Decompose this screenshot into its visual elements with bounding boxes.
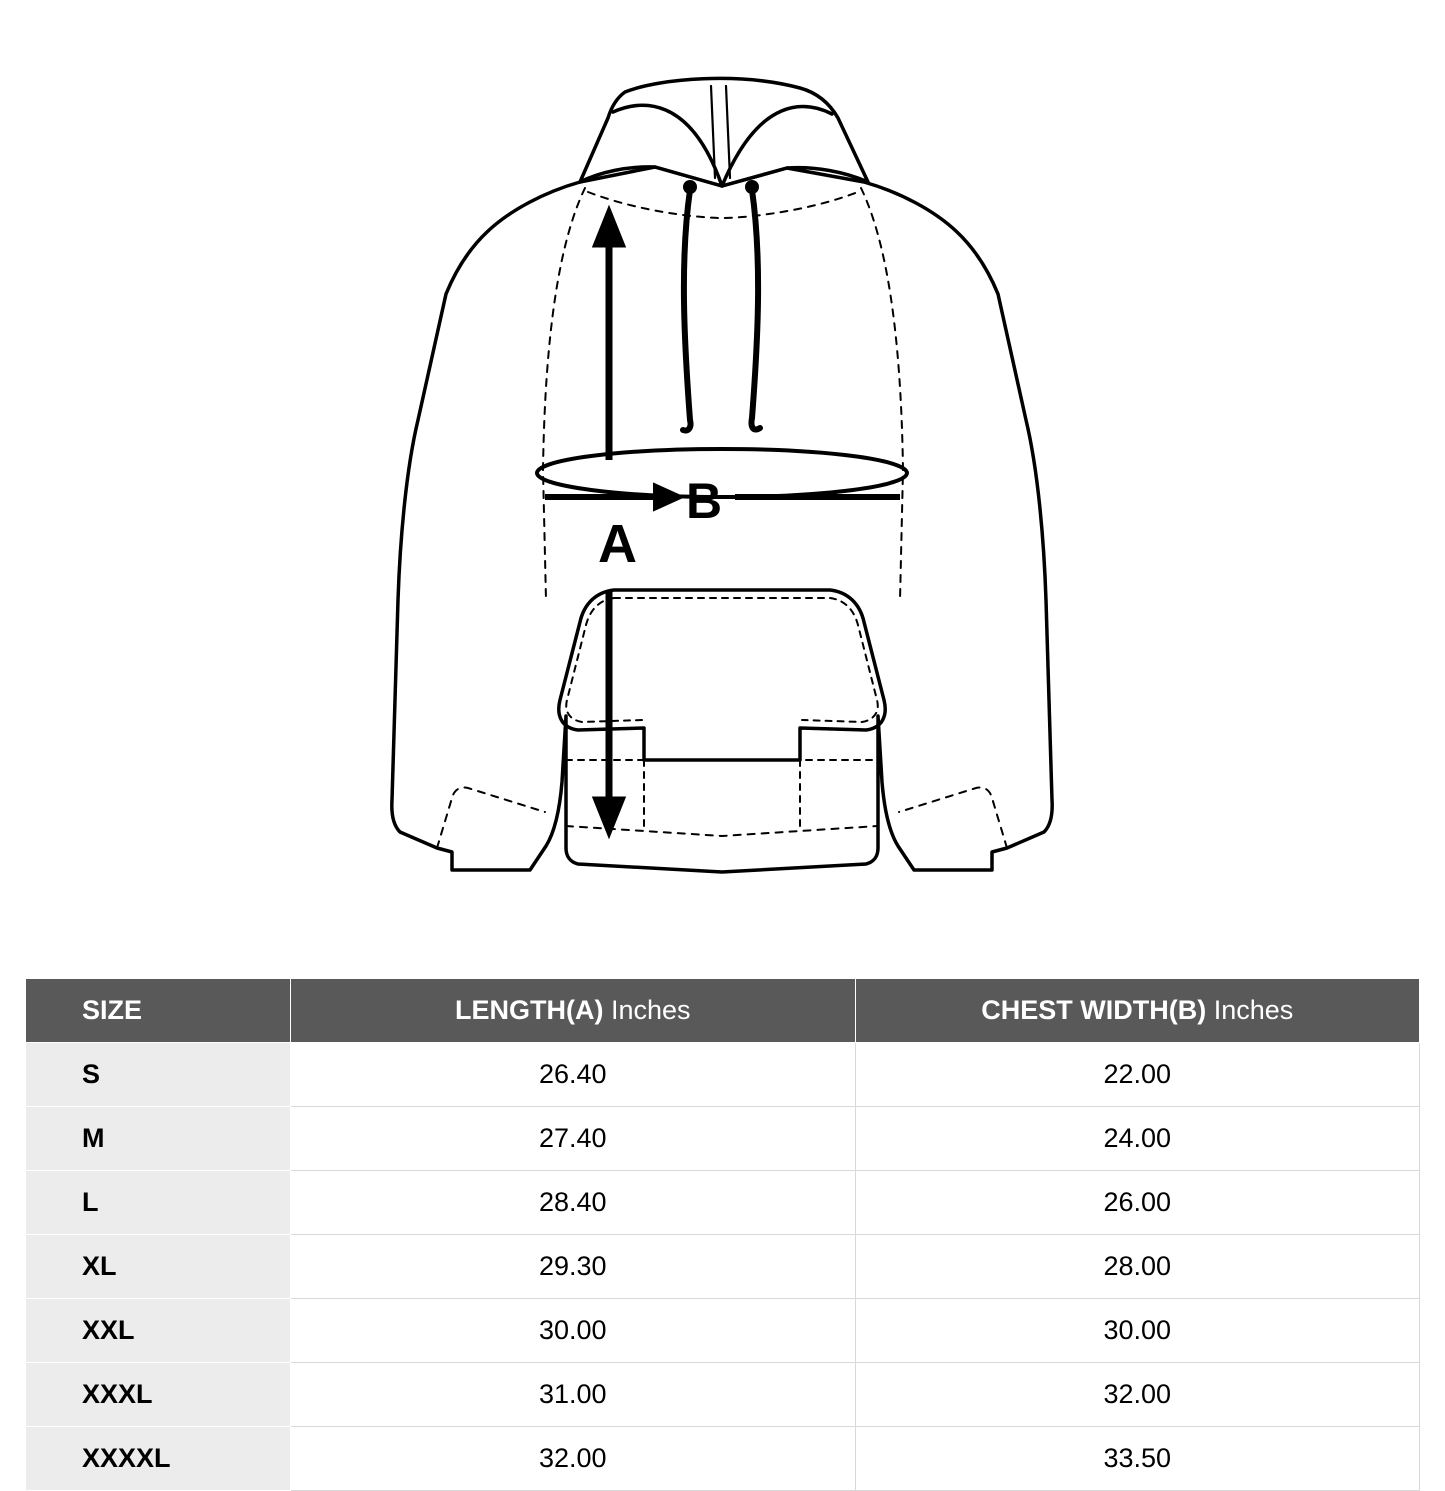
cell-length: 27.40 <box>291 1107 856 1171</box>
table-row <box>26 1427 1420 1491</box>
label-length-a: A <box>598 514 637 574</box>
table-row <box>26 1043 1420 1107</box>
table-header-row <box>26 979 1420 1043</box>
cell-chest: 24.00 <box>855 1107 1420 1171</box>
cell-chest: 30.00 <box>855 1299 1420 1363</box>
cell-size: M <box>26 1107 291 1171</box>
cell-length: 32.00 <box>291 1427 856 1491</box>
column-header-chest-main: CHEST WIDTH(B) <box>981 995 1207 1025</box>
label-chest-b: B <box>686 473 723 529</box>
cell-size: S <box>26 1043 291 1107</box>
table-body <box>26 1043 1420 1491</box>
column-header-length-main: LENGTH(A) <box>454 995 604 1025</box>
size-table-container <box>25 978 1420 1491</box>
table-row <box>26 1299 1420 1363</box>
column-header-length <box>291 979 856 1043</box>
column-header-size: SIZE <box>26 979 291 1043</box>
column-header-length-unit: Inches <box>603 995 691 1025</box>
column-header-chest <box>855 979 1420 1043</box>
cell-size: XXXXL <box>26 1427 291 1491</box>
table-row <box>26 1107 1420 1171</box>
table-row <box>26 1235 1420 1299</box>
cell-size: XXL <box>26 1299 291 1363</box>
cell-length: 28.40 <box>291 1171 856 1235</box>
table-row <box>26 1171 1420 1235</box>
cell-chest: 32.00 <box>855 1363 1420 1427</box>
cell-length: 31.00 <box>291 1363 856 1427</box>
cell-chest: 22.00 <box>855 1043 1420 1107</box>
cell-size: XL <box>26 1235 291 1299</box>
cell-length: 30.00 <box>291 1299 856 1363</box>
cell-chest: 28.00 <box>855 1235 1420 1299</box>
cell-chest: 26.00 <box>855 1171 1420 1235</box>
cell-length: 26.40 <box>291 1043 856 1107</box>
cell-chest: 33.50 <box>855 1427 1420 1491</box>
column-header-chest-unit: Inches <box>1206 995 1294 1025</box>
cell-length: 29.30 <box>291 1235 856 1299</box>
cell-size: L <box>26 1171 291 1235</box>
table-row <box>26 1363 1420 1427</box>
size-chart-table <box>25 978 1420 1491</box>
cell-size: XXXL <box>26 1363 291 1427</box>
table-head <box>26 979 1420 1043</box>
